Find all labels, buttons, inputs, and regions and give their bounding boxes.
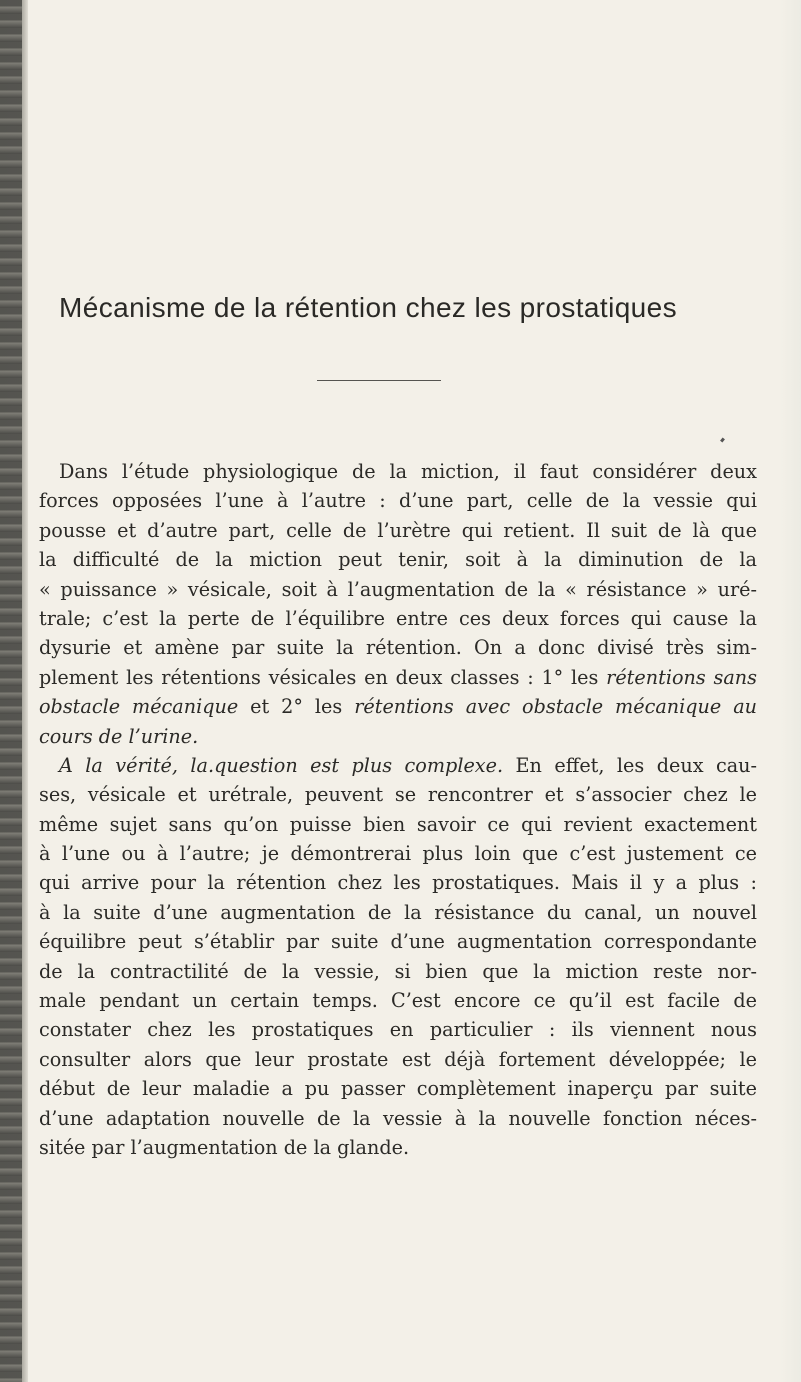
text-run: qui arrive pour la rétention chez les prostatiques. Mais il y a plus : [39, 871, 757, 895]
text-line [39, 692, 757, 721]
text-line [39, 751, 757, 780]
text-run: à la suite d’une augmentation de la résistance du canal, un nouvel [39, 900, 757, 924]
italic-run: rétentions avec obstacle mécanique au [354, 695, 757, 719]
text-line [39, 633, 757, 662]
text-run: ses, vésicale et urétrale, peuvent se rencontrer et s’associer chez le [39, 783, 757, 807]
text-run: la difficulté de la miction peut tenir, soit à la diminution de la [39, 548, 757, 572]
title-rule [317, 380, 441, 381]
paragraph-1 [39, 457, 757, 751]
text-line [39, 486, 757, 515]
text-run: début de leur maladie a pu passer complètement inaperçu par suite [39, 1077, 757, 1101]
text-line [39, 957, 757, 986]
text-line [39, 868, 757, 897]
text-run: En effet, les deux cau- [503, 753, 757, 777]
text-line [39, 545, 757, 574]
text-line [39, 927, 757, 956]
italic-run: A la vérité, la.question est plus complexe. [59, 753, 504, 777]
text-line [39, 780, 757, 809]
text-line [39, 1045, 757, 1074]
text-line [39, 810, 757, 839]
text-run: forces opposées l’une à l’autre : d’une part, celle de la vessie qui [39, 489, 757, 513]
text-run: plement les rétentions vésicales en deux classes : 1° les [39, 665, 607, 689]
text-run: sitée par l’augmentation de la glande. [39, 1135, 410, 1159]
text-run: et 2° les [238, 695, 355, 719]
page-title: Mécanisme de la rétention chez les prostatiques [59, 292, 678, 323]
text-line [39, 839, 757, 868]
text-line [39, 1104, 757, 1133]
text-line [39, 1015, 757, 1044]
text-run: constater chez les prostatiques en particulier : ils viennent nous [39, 1018, 757, 1042]
text-run: consulter alors que leur prostate est déjà fortement développée; le [39, 1047, 757, 1071]
text-line [39, 575, 757, 604]
text-line [39, 457, 757, 486]
paragraph-2 [39, 751, 757, 1162]
text-run: à l’une ou à l’autre; je démontrerai plus loin que c’est justement ce [39, 842, 757, 866]
page-gutter [22, 0, 28, 1382]
italic-run: obstacle mécanique [39, 695, 239, 719]
text-run: Dans l’étude physiologique de la miction, il faut considérer deux [59, 460, 757, 483]
italic-run: rétentions sans [606, 665, 757, 689]
text-run: « puissance » vésicale, soit à l’augmentation de la « résistance » uré- [39, 577, 757, 601]
text-run: équilibre peut s’établir par suite d’une augmentation correspondante [39, 930, 757, 954]
body-text [39, 457, 757, 1162]
text-line [39, 898, 757, 927]
text-line [39, 986, 757, 1015]
text-run: male pendant un certain temps. C’est encore ce qu’il est facile de [39, 989, 757, 1013]
text-line [39, 604, 757, 633]
text-run: d’une adaptation nouvelle de la vessie à la nouvelle fonction néces- [39, 1106, 757, 1130]
text-run: pousse et d’autre part, celle de l’urètre qui retient. Il suit de là que [39, 518, 757, 542]
text-line [39, 663, 757, 692]
text-run: dysurie et amène par suite la rétention. On a donc divisé très sim- [39, 636, 757, 660]
italic-run: cours de l’urine. [39, 724, 199, 748]
text-line [39, 1133, 757, 1162]
book-spine-shadow [0, 0, 22, 1382]
text-run: trale; c’est la perte de l’équilibre entre ces deux forces qui cause la [39, 606, 757, 630]
text-run: même sujet sans qu’on puisse bien savoir ce qui revient exactement [39, 812, 757, 836]
text-run: de la contractilité de la vessie, si bien que la miction reste nor- [39, 959, 757, 983]
text-line [39, 516, 757, 545]
text-line [39, 722, 757, 751]
text-line [39, 1074, 757, 1103]
